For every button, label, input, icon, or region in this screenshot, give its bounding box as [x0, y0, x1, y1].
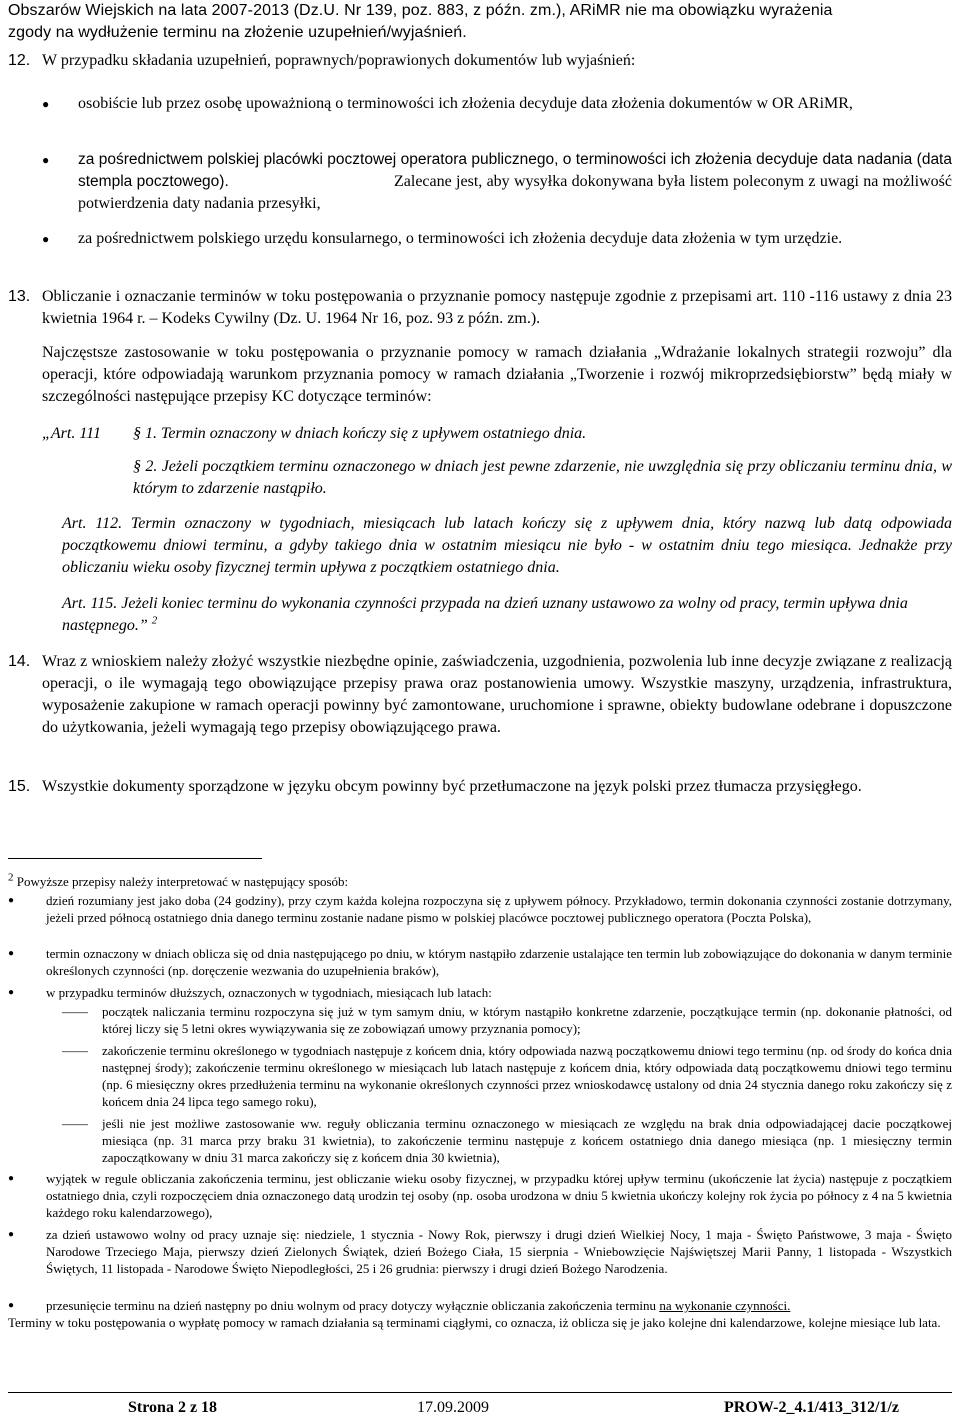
document-code: PROW-2_4.1/413_312/1/z [724, 1399, 899, 1416]
bullet-icon: ● [42, 97, 50, 111]
footnote-item-text: zakończenie terminu określonego w tygodniach następuje z końcem dnia, który odpowiada nazwą początkowemu dniowi tego terminu (np. od środy do końca dnia następnej środy); zakończenie terminu określonego w miesiącach lub latach następuje z końcem dnia, który odpowiada datą początkowemu dniowi tego terminu (np. 6 miesięczny okres przedłużenia terminu na wykonanie określonych czynności przez wnioskodawcę ustalony od dnia 24 stycznia danego roku zakończy się z końcem dnia 24 lipca tego samego roku), [102, 1043, 952, 1109]
bullet-icon: ● [8, 895, 15, 906]
article-paragraph: § 1. Termin oznaczony w dniach kończy się z upływem ostatniego dnia. [133, 425, 587, 442]
list-item-text: za pośrednictwem polskiego urzędu konsularnego, o terminowości ich złożenia decyduje data złożenia w tym urzędzie. [78, 230, 843, 247]
bullet-icon: ● [42, 232, 50, 246]
section-text: Wszystkie dokumenty sporządzone w języku obcym powinny być przetłumaczone na język polski przez tłumacza przysięgłego. [42, 778, 862, 795]
footnote-item-text-main: przesunięcie terminu na dzień następny po dniu wolnym od pracy dotyczy wyłącznie obliczania zakończenia terminu [46, 1298, 660, 1313]
footnote-reference[interactable]: 2 [151, 614, 158, 627]
article-paragraph: Art. 112. Termin oznaczony w tygodniach, miesiącach lub latach kończy się z upływem dnia, który nazwą lub datą odpowiada początkowemu dniowi terminu, a gdyby takiego dnia w ostatnim miesiącu nie było - w ostatnim dniu tego miesiąca. Jednakże przy obliczaniu wieku osoby fizycznej termin upływa z początkiem ostatniego dnia. [62, 515, 952, 576]
footnote-item-text: dzień rozumiany jest jako doba (24 godziny), przy czym każda kolejna rozpoczyna się z upływem północy. Przykładowo, termin dokonania czynności zostanie dotrzymany, jeżeli przed północą ostatniego dnia danego terminu zostanie nadane pismo w polskiej placówce pocztowej publicznego operatora (Poczta Polska), [46, 893, 952, 925]
bullet-icon: ● [42, 153, 50, 167]
article-text: Art. 115. Jeżeli koniec terminu do wykonania czynności przypada na dzień uznany ustawowo za wolny od pracy, termin upływa dnia następnego.” [62, 595, 908, 634]
footnote-closing: Terminy w toku postępowania o wypłatę pomocy w ramach działania są terminami ciągłymi, co oznacza, iż oblicza się je jako kolejne dni kalendarzowe, kolejne miesiące lub lata. [8, 1315, 941, 1330]
section-text: Obliczanie i oznaczanie terminów w toku postępowania o przyznanie pomocy następuje zgodnie z przepisami art. 110 -116 ustawy z dnia 23 kwietnia 1964 r. – Kodeks Cywilny (Dz. U. 1964 Nr 16, poz. 93 z późn. zm.). [42, 288, 952, 327]
footnote-item-text [46, 1297, 952, 1314]
footnote-item-text: w przypadku terminów dłuższych, oznaczonych w tygodniach, miesiącach lub latach: [46, 985, 492, 1000]
section-number: 13. [8, 288, 31, 305]
article-label: „Art. 111 [42, 425, 101, 442]
footnote-item-text: jeśli nie jest możliwe zastosowanie ww. reguły obliczania terminu oznaczonego w miesiącach ze względu na brak dnia odpowiadającej dacie początkowej miesiąca (np. 31 marca przy braku 31 kwietnia), to zakończenie terminu następuje z końcem ostatniego dnia danego miesiąca (np. 1 miesięczny termin zapoczątkowany w dniu 31 marca zakończy się z końcem dnia 30 kwietnia), [102, 1116, 952, 1165]
bullet-icon: ● [8, 987, 15, 998]
text-line: zgody na wydłużenie terminu na złożenie uzupełnień/wyjaśnień. [8, 24, 467, 41]
dash-icon: —— [62, 1116, 88, 1131]
paragraph: Najczęstsze zastosowanie w toku postępowania o przyznanie pomocy w ramach działania „Wdrażanie lokalnych strategii rozwoju” dla operacji, które odpowiadają warunkom przyznania pomocy w ramach działania „Tworzenie i rozwój mikroprzedsiębiorstw” będą miały w szczególności następujące przepisy KC dotyczące terminów: [42, 344, 952, 405]
list-item-text: osobiście lub przez osobę upoważnioną o terminowości ich złożenia decyduje data złożenia dokumentów w OR ARiMR, [78, 95, 853, 112]
section-text: W przypadku składania uzupełnień, poprawnych/poprawionych dokumentów lub wyjaśnień: [42, 52, 636, 69]
dash-icon: —— [62, 1043, 88, 1058]
list-item-continuation: Zalecane jest, aby wysyłka dokonywana była listem poleconym z uwagi na możliwość potwierdzenia daty nadania przesyłki, [78, 173, 952, 212]
section-text: Wraz z wnioskiem należy złożyć wszystkie niezbędne opinie, zaświadczenia, uzgodnienia, pozwolenia lub inne decyzje związane z realizacją operacji, o ile wymagają tego obowiązujące przepisy prawa oraz postanowienia umowy. Wszystkie maszyny, urządzenia, infrastruktura, wyposażenie zakupione w ramach operacji powinny być zamontowane, uruchomione i sprawne, obiekty budowlane odebrane i dopuszczone do użytkowania, jeżeli wymagają tego przepisy obowiązującego prawa. [42, 653, 952, 736]
footnote-intro-text: Powyższe przepisy należy interpretować w następujący sposób: [16, 874, 349, 889]
page-number: Strona 2 z 18 [128, 1399, 218, 1416]
footnote-item-text: wyjątek w regule obliczania zakończenia terminu, jest obliczanie wieku osoby fizycznej, w przypadku której upływ terminu (ukończenie lat życia) następuje z początkiem ostatniego dnia, czyli rozpoczęciem dnia oznaczonego datą urodzin tej osoby (np. osoba urodzona w dniu 5 kwietnia ukończy kolejny rok życia po północy z 4 na 5 kwietnia każdego roku kalendarzowego), [46, 1171, 952, 1220]
section-number: 15. [8, 778, 31, 795]
bullet-icon: ● [8, 948, 15, 959]
section-number: 14. [8, 653, 31, 670]
footnote-mark: 2 [8, 871, 14, 884]
text-line: Obszarów Wiejskich na lata 2007-2013 (Dz.U. Nr 139, poz. 883, z późn. zm.), ARiMR nie ma obowiązku wyrażenia [8, 2, 833, 19]
footnote-item-text: termin oznaczony w dniach oblicza się od dnia następującego po dniu, w którym nastąpiło zdarzenie ustalające ten termin lub zobowiązujące do dokonania w danym terminie określonych czynności (np. doręczenie wezwania do uzupełnienia braków), [46, 946, 952, 978]
footnote-item-text: początek naliczania terminu rozpoczyna się już w tym samym dniu, w którym nastąpiło konkretne zdarzenie, początkujące termin (np. dokonanie płatności, od której liczy się 5 letni okres wywiązywania się ze zobowiązań umowy przyznania pomocy); [102, 1004, 952, 1036]
bullet-icon: ● [8, 1300, 15, 1311]
bullet-icon: ● [8, 1229, 15, 1240]
footnote-intro [8, 873, 952, 890]
article-paragraph [62, 593, 952, 637]
list-item-text-main: za pośrednictwem polskiej placówki pocztowej operatora publicznego, o terminowości ich złożenia decyduje data nadania (data stempla pocztowego). [78, 151, 952, 190]
bullet-icon: ● [8, 1173, 15, 1184]
section-number: 12. [8, 52, 31, 69]
continued-paragraph [8, 0, 952, 44]
dash-icon: —— [62, 1004, 88, 1019]
underlined-phrase: na wykonanie czynności. [659, 1298, 791, 1313]
article-paragraph: § 2. Jeżeli początkiem terminu oznaczonego w dniach jest pewne zdarzenie, nie uwzględnia się przy obliczaniu terminu dnia, w którym to zdarzenie nastąpiło. [133, 458, 952, 497]
footer-divider [8, 1392, 952, 1393]
footnote-item-text: za dzień ustawowo wolny od pracy uznaje się: niedziele, 1 stycznia - Nowy Rok, pierwszy i drugi dzień Wielkiej Nocy, 1 maja - Święto Państwowe, 3 maja - Święto Narodowe Trzeciego Maja, pierwszy dzień Zielonych Świątek, dzień Bożego Ciała, 15 sierpnia - Wniebowzięcie Najświętszej Marii Panny, 1 listopada - Wszystkich Świętych, 11 listopada - Narodowe Święto Niepodległości, 25 i 26 grudnia: pierwszy i drugi dzień Bożego Narodzenia. [46, 1227, 952, 1276]
footnote-divider [8, 858, 262, 859]
footer-date: 17.09.2009 [417, 1399, 489, 1416]
